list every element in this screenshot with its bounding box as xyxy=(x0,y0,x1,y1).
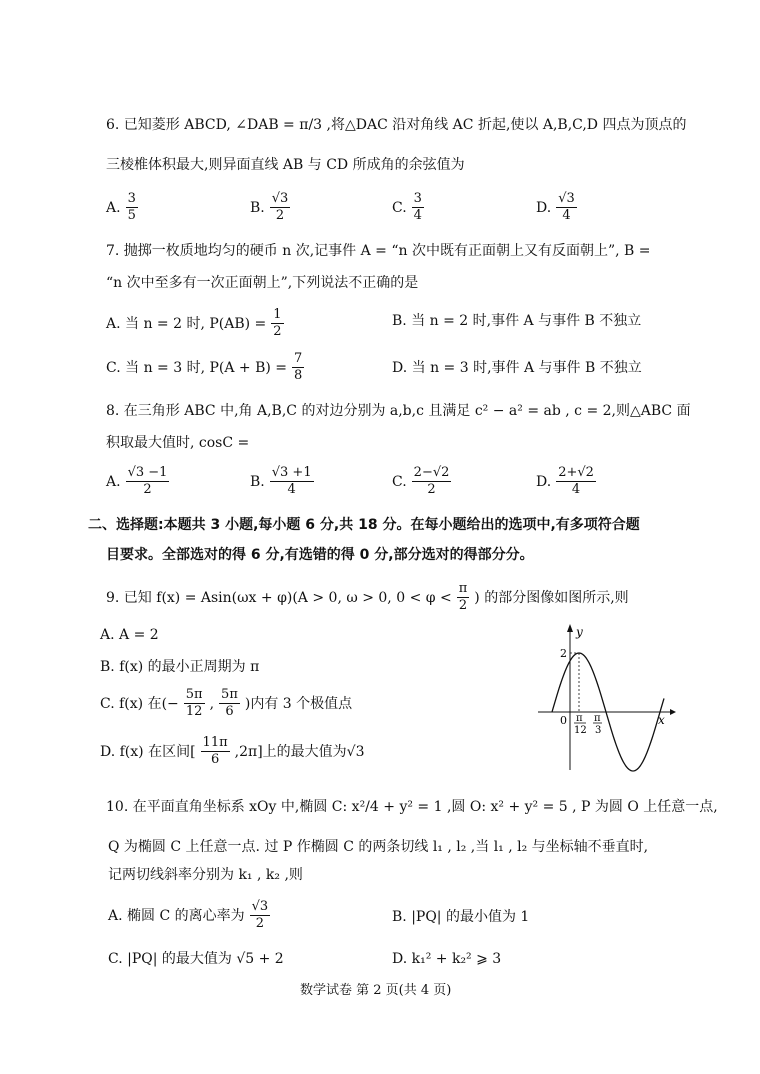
q6-option-c xyxy=(392,192,426,224)
fraction: $\frac{√3}{4}$ xyxy=(558,191,575,224)
q8-option-a xyxy=(106,466,171,498)
option-text: )内有 3 个极值点 xyxy=(244,695,353,712)
comma: , xyxy=(209,695,215,712)
fraction: $\frac{2+√2}{4}$ xyxy=(558,465,594,498)
option-text: ,2π]上的最大值为√3 xyxy=(234,743,365,760)
tick1-den: 12 xyxy=(574,725,587,736)
tick2-num: π xyxy=(594,713,601,724)
q6-line1: 6. 已知菱形 ABCD, ∠DAB = π/3 ,将△DAC 沿对角线 AC 折起,使以 A,B,C,D 四点为顶点的 xyxy=(106,117,687,133)
option-label: A. xyxy=(106,473,121,490)
q9-option-a: A. A = 2 xyxy=(100,627,159,643)
q9-line1 xyxy=(106,582,629,614)
fraction: $\frac{1}{2}$ xyxy=(273,307,282,340)
fraction: $\frac{2-√2}{2}$ xyxy=(413,465,450,498)
q9-option-b: B. f(x) 的最小正周期为 π xyxy=(100,659,260,675)
y-axis-arrow xyxy=(567,624,573,632)
q8-option-d xyxy=(536,466,598,498)
q7-option-c xyxy=(106,352,306,384)
x-axis-arrow xyxy=(670,709,676,715)
y-label: y xyxy=(576,625,583,639)
q8-line1: 8. 在三角形 ABC 中,角 A,B,C 的对边分别为 a,b,c 且满足 c² − a² = ab , c = 2,则△ABC 面 xyxy=(106,403,691,419)
fraction: $\frac{5\pi}{12}$ xyxy=(185,687,203,720)
option-label: C. xyxy=(392,199,407,216)
q10-option-b: B. |PQ| 的最小值为 1 xyxy=(392,909,530,925)
fraction: $\frac{√3}{2}$ xyxy=(251,899,269,932)
tick1-num: π xyxy=(576,713,583,724)
q9-option-d xyxy=(100,736,365,768)
q9-text: 9. 已知 f(x) = Asin(ωx + φ)(A > 0, ω > 0, 0 < φ < xyxy=(106,589,452,606)
fraction: $\frac{√3}{2}$ xyxy=(271,191,289,224)
q10-line1: 10. 在平面直角坐标系 xOy 中,椭圆 C: x²/4 + y² = 1 ,圆 O: x² + y² = 5 , P 为圆 O 上任意一点, xyxy=(106,799,718,815)
q9-option-c xyxy=(100,688,352,720)
fraction: $\frac{3}{4}$ xyxy=(413,191,422,224)
q6-line2: 三棱椎体积最大,则异面直线 AB 与 CD 所成角的余弦值为 xyxy=(106,157,465,173)
fraction: $\frac{11\pi}{6}$ xyxy=(202,735,228,768)
fraction: $\frac{\pi}{2}$ xyxy=(458,581,468,614)
q10-line3: 记两切线斜率分别为 k₁ , k₂ ,则 xyxy=(108,867,303,883)
fraction: $\frac{3}{5}$ xyxy=(127,191,136,224)
q7-option-d: D. 当 n = 3 时,事件 A 与事件 B 不独立 xyxy=(392,360,642,376)
section2-line2: 目要求。全部选对的得 6 分,有选错的得 0 分,部分选对的得部分分。 xyxy=(106,547,534,563)
q10-option-c: C. |PQ| 的最大值为 √5 + 2 xyxy=(108,951,284,967)
sine-graph xyxy=(530,620,690,780)
q7-option-b: B. 当 n = 2 时,事件 A 与事件 B 不独立 xyxy=(392,313,642,329)
option-label: B. xyxy=(250,199,265,216)
q8-option-b xyxy=(250,466,316,498)
tick2-den: 3 xyxy=(595,725,602,736)
q6-option-b xyxy=(250,192,292,224)
fraction: $\frac{5\pi}{6}$ xyxy=(221,687,238,720)
section2-line1: 二、选择题:本题共 3 小题,每小题 6 分,共 18 分。在每小题给出的选项中,有多项符合题 xyxy=(88,517,640,533)
fraction: $\frac{√3 -1}{2}$ xyxy=(127,465,168,498)
option-label: A. xyxy=(106,199,121,216)
option-text: C. f(x) 在(− xyxy=(100,695,179,712)
option-text: D. f(x) 在区间[ xyxy=(100,743,196,760)
option-text: C. 当 n = 3 时, P(A + B) = xyxy=(106,359,288,376)
q7-line1: 7. 抛掷一枚质地均匀的硬币 n 次,记事件 A = “n 次中既有正面朝上又有反面朝上”, B = xyxy=(106,243,651,259)
origin-label: 0 xyxy=(560,714,567,727)
page-footer: 数学试卷 第 2 页(共 4 页) xyxy=(300,983,452,998)
q10-option-a xyxy=(108,900,272,932)
max-label: 2 xyxy=(560,647,567,660)
fraction: $\frac{√3 +1}{4}$ xyxy=(271,465,312,498)
q6-option-a xyxy=(106,192,140,224)
x-label: x xyxy=(658,713,665,727)
fraction: $\frac{7}{8}$ xyxy=(294,351,303,384)
option-text: A. 当 n = 2 时, P(AB) = xyxy=(106,315,267,332)
option-label: C. xyxy=(392,473,407,490)
q7-line2: “n 次中至多有一次正面朝上”,下列说法不正确的是 xyxy=(106,275,419,291)
q6-option-d xyxy=(536,192,579,224)
option-label: D. xyxy=(536,473,552,490)
q8-line2: 积取最大值时, cosC = xyxy=(106,435,250,451)
q9-text: ) 的部分图像如图所示,则 xyxy=(474,589,629,606)
option-label: D. xyxy=(536,199,552,216)
option-label: B. xyxy=(250,473,265,490)
q7-option-a xyxy=(106,308,286,340)
q10-option-d: D. k₁² + k₂² ⩾ 3 xyxy=(392,951,502,967)
option-text: A. 椭圆 C 的离心率为 xyxy=(108,907,245,924)
q8-option-c xyxy=(392,466,453,498)
q10-line2: Q 为椭圆 C 上任意一点. 过 P 作椭圆 C 的两条切线 l₁ , l₂ ,当 l₁ , l₂ 与坐标轴不垂直时, xyxy=(108,839,649,855)
